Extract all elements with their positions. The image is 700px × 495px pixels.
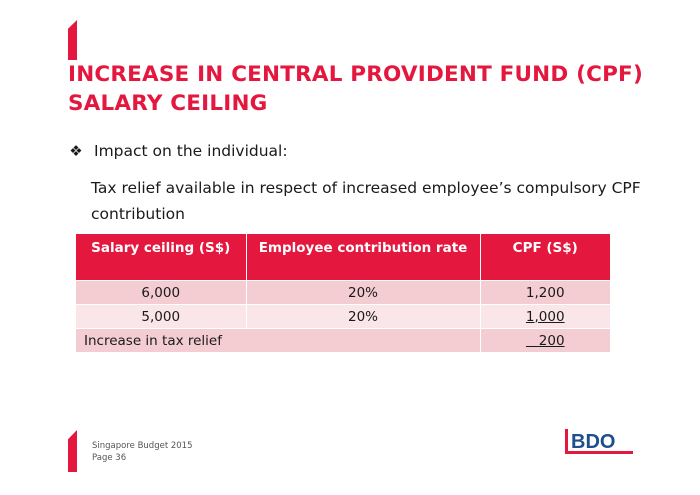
- total-value: 200: [480, 329, 610, 353]
- logo-text: BDO: [571, 431, 616, 453]
- total-label: Increase in tax relief: [76, 329, 480, 353]
- slide-title: [68, 60, 668, 118]
- cell-contribution-rate: 20%: [246, 305, 480, 329]
- title-line-2: SALARY CEILING: [68, 91, 268, 116]
- cell-contribution-rate: 20%: [246, 281, 480, 305]
- table-total-row: [76, 329, 610, 353]
- cell-salary-ceiling: 5,000: [76, 305, 246, 329]
- cell-cpf: 1,000: [480, 305, 610, 329]
- header-contribution-rate: Employee contribution rate: [246, 234, 480, 281]
- bdo-logo-graphic: [565, 429, 633, 457]
- footer-title: Singapore Budget 2015: [92, 441, 193, 451]
- table-header-row: [76, 234, 610, 281]
- table-row: [76, 281, 610, 305]
- diamond-bullet-icon: ❖: [69, 142, 83, 160]
- body-text: Tax relief available in respect of increased employee’s compulsory CPF contribution: [91, 179, 641, 223]
- header-salary-ceiling: Salary ceiling (S$): [76, 234, 246, 281]
- bottom-accent-bar: [68, 430, 77, 472]
- bullet-text: Impact on the individual:: [94, 142, 288, 160]
- cell-cpf: 1,200: [480, 281, 610, 305]
- table-row: [76, 305, 610, 329]
- cell-salary-ceiling: 6,000: [76, 281, 246, 305]
- header-cpf: CPF (S$): [480, 234, 610, 281]
- bullet-item: [68, 142, 288, 160]
- top-accent-bar: [68, 20, 77, 60]
- footer: [92, 440, 193, 464]
- cpf-table: [76, 234, 610, 352]
- bdo-logo-icon: [565, 429, 633, 457]
- page-number: Page 36: [92, 453, 127, 463]
- title-line-1: INCREASE IN CENTRAL PROVIDENT FUND (CPF): [68, 62, 643, 87]
